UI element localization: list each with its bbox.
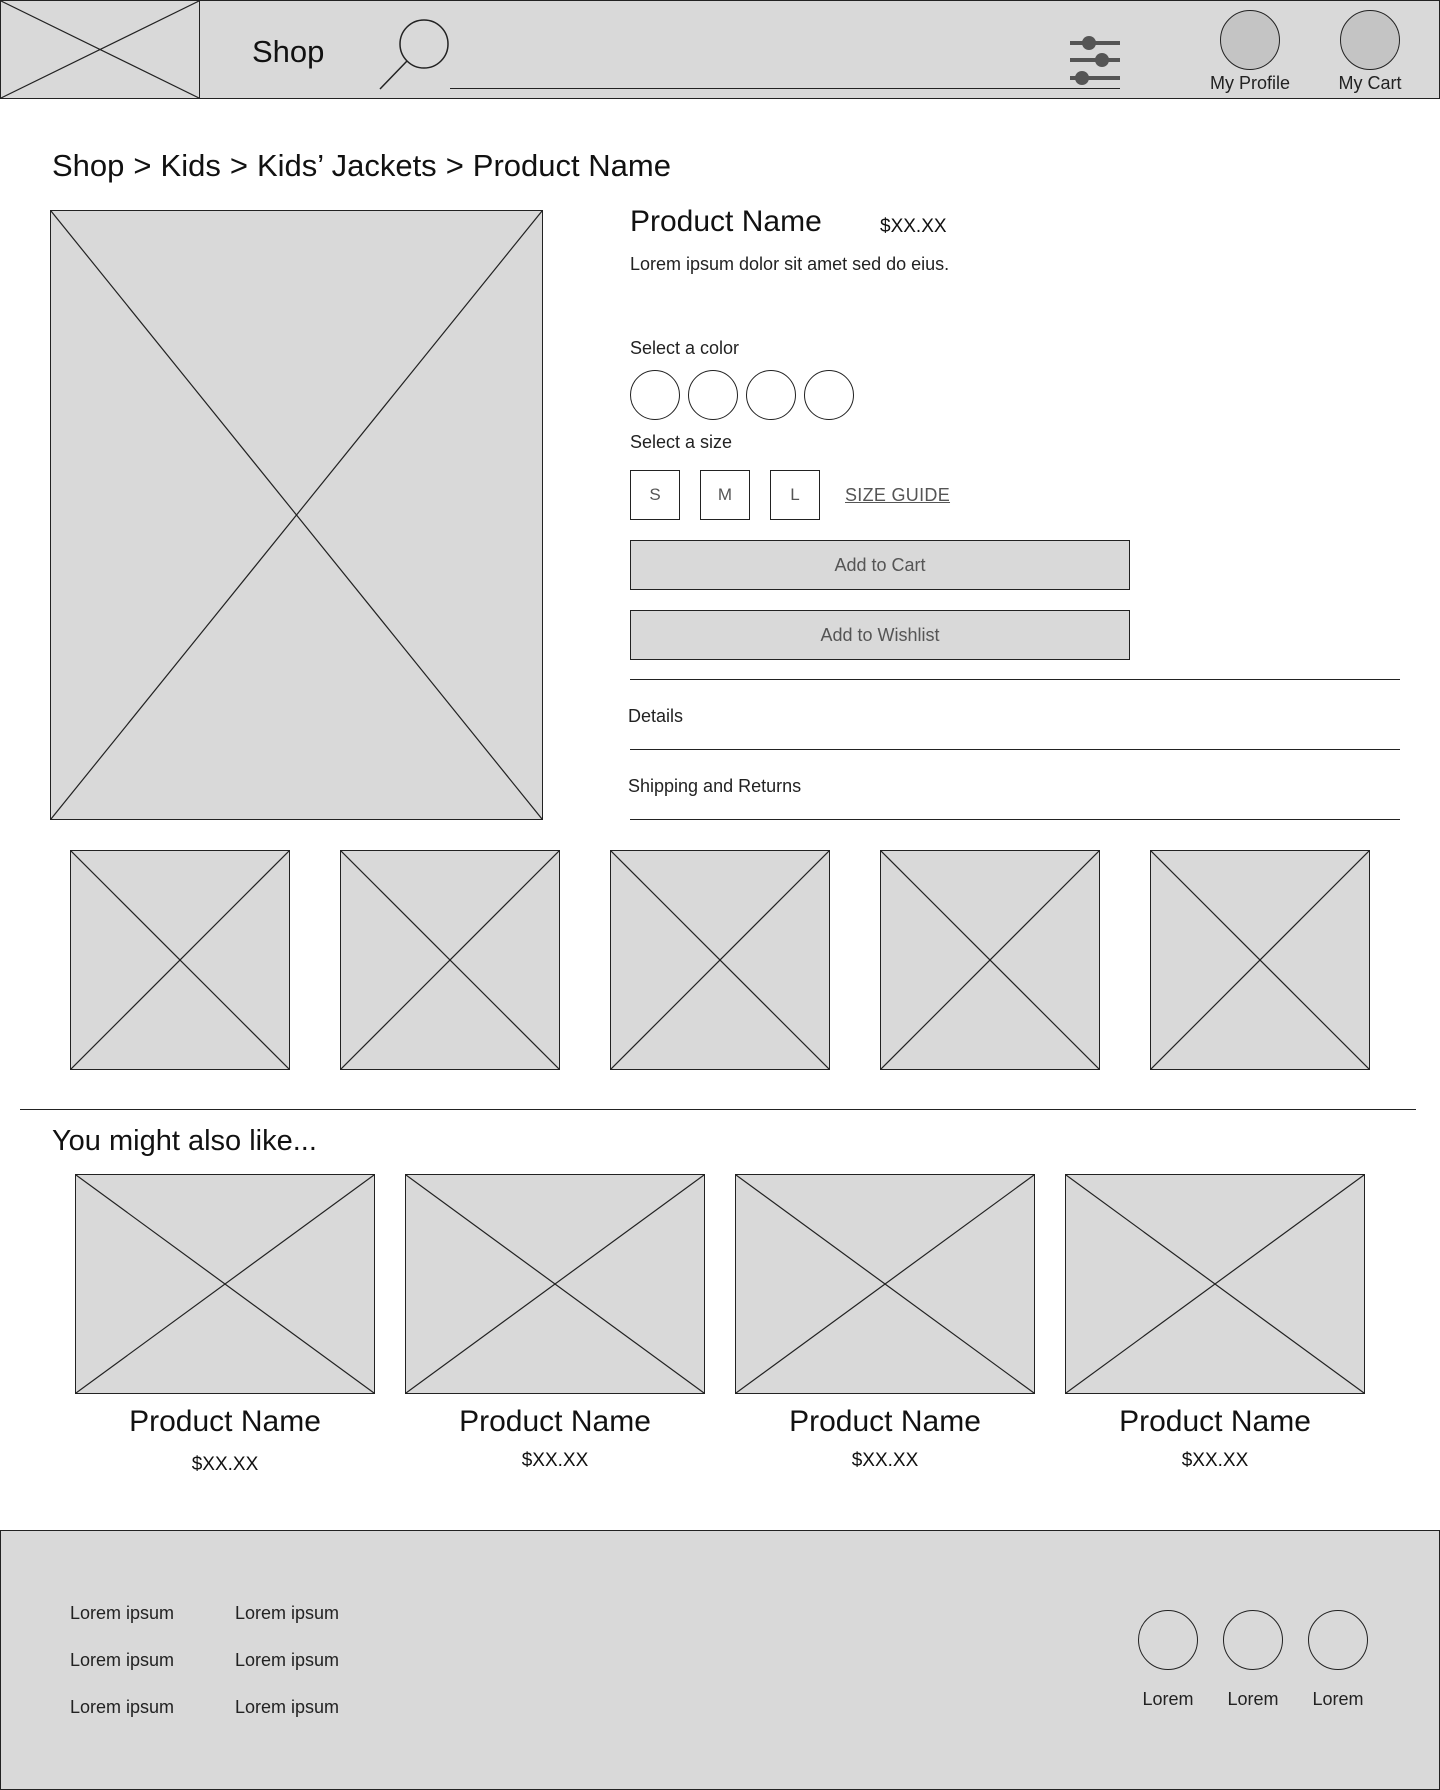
- footer-social-icon[interactable]: [1138, 1610, 1198, 1670]
- recommended-product-image[interactable]: [405, 1174, 705, 1394]
- size-s-button[interactable]: S: [630, 470, 680, 520]
- footer-social-label[interactable]: Lorem: [1312, 1689, 1364, 1709]
- size-guide-link[interactable]: SIZE GUIDE: [845, 485, 951, 505]
- breadcrumb-kids[interactable]: Kids: [160, 148, 221, 183]
- footer-link[interactable]: Lorem ipsum: [70, 1603, 175, 1623]
- product-price: $XX.XX: [880, 216, 947, 237]
- breadcrumb-separator: >: [133, 148, 152, 183]
- breadcrumb-separator: >: [445, 148, 464, 183]
- product-description: Lorem ipsum dolor sit amet sed do eius.: [630, 254, 950, 274]
- size-label: Select a size: [630, 432, 733, 452]
- product-thumbnail[interactable]: [880, 850, 1100, 1070]
- size-l-button[interactable]: L: [770, 470, 820, 520]
- footer-link[interactable]: Lorem ipsum: [70, 1697, 175, 1717]
- breadcrumb: [52, 148, 671, 184]
- footer-social-icon[interactable]: [1223, 1610, 1283, 1670]
- product-thumbnail[interactable]: [610, 850, 830, 1070]
- footer-social-label[interactable]: Lorem: [1142, 1689, 1194, 1709]
- add-to-cart-button[interactable]: Add to Cart: [630, 540, 1130, 590]
- search-icon[interactable]: [378, 18, 452, 92]
- size-m-button[interactable]: M: [700, 470, 750, 520]
- divider: [630, 819, 1400, 820]
- recommended-product-price: $XX.XX: [1181, 1450, 1249, 1471]
- footer-link[interactable]: Lorem ipsum: [70, 1650, 175, 1670]
- cart-label[interactable]: My Cart: [1338, 73, 1402, 93]
- recommendations-heading: You might also like...: [52, 1125, 317, 1157]
- recommended-product-price: $XX.XX: [521, 1450, 589, 1471]
- recommended-product-price: $XX.XX: [851, 1450, 919, 1471]
- footer-link[interactable]: Lorem ipsum: [235, 1697, 340, 1717]
- logo-placeholder[interactable]: [0, 0, 200, 99]
- product-thumbnail[interactable]: [1150, 850, 1370, 1070]
- recommended-product-image[interactable]: [75, 1174, 375, 1394]
- divider: [630, 749, 1400, 750]
- profile-avatar[interactable]: [1220, 10, 1280, 70]
- breadcrumb-current: Product Name: [472, 148, 671, 183]
- recommended-product-price: $XX.XX: [191, 1454, 259, 1475]
- filter-sliders-icon[interactable]: [1068, 34, 1122, 86]
- shipping-returns-accordion[interactable]: Shipping and Returns: [628, 776, 802, 796]
- recommended-product-name[interactable]: Product Name: [1119, 1405, 1311, 1438]
- breadcrumb-kids-jackets[interactable]: Kids’ Jackets: [256, 148, 437, 183]
- recommended-product-image[interactable]: [735, 1174, 1035, 1394]
- search-input[interactable]: [450, 88, 1120, 89]
- footer-social-label[interactable]: Lorem: [1227, 1689, 1279, 1709]
- brand-title[interactable]: Shop: [252, 34, 325, 69]
- product-title: Product Name: [630, 205, 822, 238]
- recommended-product-name[interactable]: Product Name: [129, 1405, 321, 1438]
- color-swatch[interactable]: [746, 370, 796, 420]
- breadcrumb-separator: >: [229, 148, 248, 183]
- color-swatch[interactable]: [688, 370, 738, 420]
- section-divider: [20, 1109, 1416, 1110]
- color-swatch[interactable]: [804, 370, 854, 420]
- product-thumbnail[interactable]: [70, 850, 290, 1070]
- profile-label[interactable]: My Profile: [1209, 73, 1290, 93]
- recommended-product-image[interactable]: [1065, 1174, 1365, 1394]
- main-product-image: [50, 210, 543, 820]
- recommended-product-name[interactable]: Product Name: [459, 1405, 651, 1438]
- recommended-product-name[interactable]: Product Name: [789, 1405, 981, 1438]
- add-to-wishlist-button[interactable]: Add to Wishlist: [630, 610, 1130, 660]
- footer: [0, 1530, 1440, 1790]
- footer-link[interactable]: Lorem ipsum: [235, 1603, 340, 1623]
- divider: [630, 679, 1400, 680]
- footer-social-icon[interactable]: [1308, 1610, 1368, 1670]
- product-thumbnail[interactable]: [340, 850, 560, 1070]
- footer-link[interactable]: Lorem ipsum: [235, 1650, 340, 1670]
- color-label: Select a color: [630, 338, 740, 358]
- breadcrumb-shop[interactable]: Shop: [52, 148, 125, 183]
- details-accordion[interactable]: Details: [628, 706, 684, 726]
- color-swatch[interactable]: [630, 370, 680, 420]
- cart-avatar[interactable]: [1340, 10, 1400, 70]
